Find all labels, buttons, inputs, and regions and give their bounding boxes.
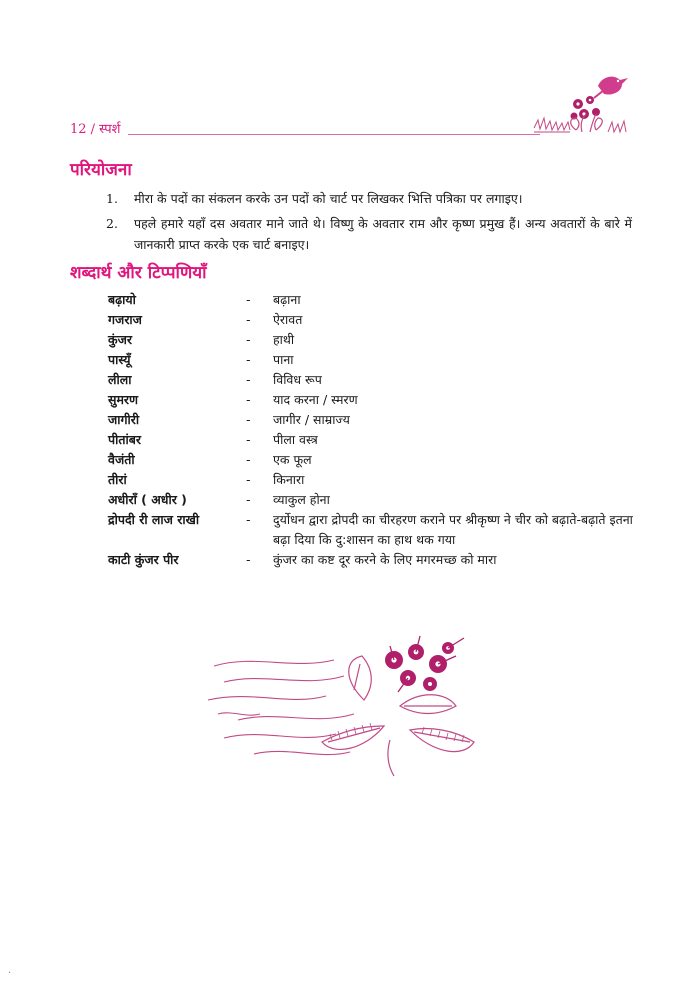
glossary-definition: विविध रूप <box>273 372 322 387</box>
glossary-definition: बढ़ाना <box>273 292 301 307</box>
glossary-definition: दुर्योधन द्वारा द्रोपदी का चीरहरण कराने पर श्रीकृष्ण ने चीर को बढ़ाते-बढ़ाते इतना बढ़ा दिया कि दु:शासन का हाथ थक गया <box>273 512 633 547</box>
glossary-dash: - <box>246 392 251 407</box>
glossary-term: कुंजर <box>108 332 132 347</box>
glossary-term: द्रोपदी री लाज राखी <box>108 512 200 527</box>
glossary-dash: - <box>246 312 251 327</box>
glossary-row <box>108 330 638 350</box>
glossary-dash: - <box>246 432 251 447</box>
list-item <box>106 213 632 255</box>
glossary-term: पीतांबर <box>108 432 141 447</box>
glossary-dash: - <box>246 292 251 307</box>
page-reference: 12 / स्पर्श <box>70 122 121 137</box>
glossary-term: जागीरी <box>108 412 140 427</box>
glossary-dash: - <box>246 492 251 507</box>
glossary-heading: शब्दार्थ और टिप्पणियाँ <box>70 263 207 283</box>
glossary-term: तीरां <box>108 472 127 487</box>
header-rule <box>128 134 540 135</box>
glossary-term: वैजंती <box>108 452 135 467</box>
glossary-dash: - <box>246 352 251 367</box>
page-dot: · <box>8 968 12 979</box>
glossary-term: गजराज <box>108 312 142 327</box>
glossary-row <box>108 470 638 490</box>
glossary-term: बढ़ायो <box>108 292 136 307</box>
glossary-term: काटी कुंजर पीर <box>108 552 179 567</box>
glossary-row <box>108 350 638 370</box>
glossary-dash: - <box>246 332 251 347</box>
floral-sketch-illustration <box>194 630 502 778</box>
list-item <box>106 188 632 209</box>
glossary-row <box>108 490 638 510</box>
item-number: 1. <box>106 191 118 206</box>
project-heading: परियोजना <box>70 160 132 180</box>
page-header <box>70 118 540 138</box>
glossary-row <box>108 430 638 450</box>
glossary-term: अधीराँ ( अधीर ) <box>108 492 187 507</box>
glossary-definition: पाना <box>273 352 294 367</box>
glossary-definition: जागीर / साम्राज्य <box>273 412 350 427</box>
flower-cluster-large <box>385 642 454 691</box>
item-text: मीरा के पदों का संकलन करके उन पदों को चार्ट पर लिखकर भित्ति पत्रिका पर लगाइए। <box>134 191 523 206</box>
glossary-row <box>108 410 638 430</box>
glossary-dash: - <box>246 372 251 387</box>
glossary-dash: - <box>246 452 251 467</box>
glossary-row <box>108 370 638 390</box>
bird-icon <box>594 77 628 98</box>
glossary-row <box>108 550 638 570</box>
glossary-dash: - <box>246 552 251 567</box>
glossary-definition: कुंजर का कष्ट दूर करने के लिए मगरमच्छ को मारा <box>273 552 497 567</box>
glossary-definition: ऐरावत <box>273 312 303 327</box>
glossary-definition: एक फूल <box>273 452 312 467</box>
glossary-term: सुमरण <box>108 392 139 407</box>
glossary-row <box>108 310 638 330</box>
leaf-veins <box>330 723 464 742</box>
item-text: पहले हमारे यहाँ दस अवतार माने जाते थे। विष्णु के अवतार राम और कृष्ण प्रमुख हैं। अन्य अवतारों के बारे में जानकारी प्राप्त करके एक चार्ट बनाइए। <box>134 216 632 252</box>
glossary-definition: पीला वस्त्र <box>273 432 318 447</box>
glossary-row <box>108 450 638 470</box>
glossary-definition: किनारा <box>273 472 305 487</box>
glossary-term: लीला <box>108 372 132 387</box>
glossary-definition: याद करना / स्मरण <box>273 392 358 407</box>
glossary-term: पास्यूँ <box>108 352 131 367</box>
item-number: 2. <box>106 216 118 231</box>
glossary-dash: - <box>246 412 251 427</box>
glossary-dash: - <box>246 512 251 527</box>
glossary-row <box>108 510 638 550</box>
project-list <box>106 188 632 259</box>
glossary-row <box>108 390 638 410</box>
glossary-definition: हाथी <box>273 332 295 347</box>
glossary-list <box>108 290 638 570</box>
glossary-dash: - <box>246 472 251 487</box>
glossary-row <box>108 290 638 310</box>
glossary-definition: व्याकुल होना <box>273 492 330 507</box>
bird-flowers-illustration <box>530 66 632 140</box>
